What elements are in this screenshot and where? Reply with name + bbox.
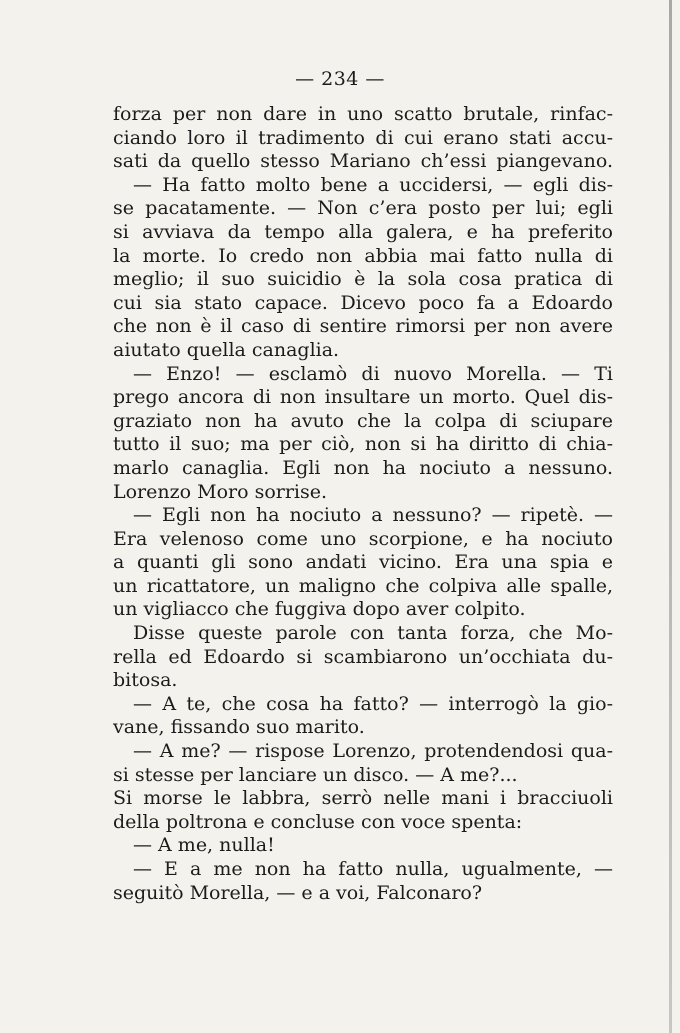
text-line: — A me, nulla! (133, 834, 275, 857)
text-line: ciando loro il tradimento di cui erano stati accu- (113, 126, 613, 149)
text-line: tutto il suo; ma per ciò, non si ha diritto di chia- (113, 433, 613, 456)
text-line: della poltrona e concluse con voce spenta: (113, 810, 523, 833)
text-line: se pacatamente. — Non c’era posto per lui; egli (113, 197, 613, 220)
text-line: sati da quello stesso Mariano ch’essi piangevano. (113, 150, 613, 173)
text-line: meglio; il suo suicidio è la sola cosa pratica di (113, 268, 613, 291)
text-line: un ricattatore, un maligno che colpiva alle spalle, (113, 574, 613, 597)
text-line: — A te, che cosa ha fatto? — interrogò la gio- (133, 692, 613, 715)
text-line: forza per non dare in uno scatto brutale, rinfac- (113, 103, 613, 125)
text-line: prego ancora di non insultare un morto. Quel dis- (113, 386, 613, 409)
text-line: Si morse le labbra, serrò nelle mani i bracciuoli (113, 787, 613, 810)
page-edge (669, 0, 672, 1033)
text-line: — E a me non ha fatto nulla, ugualmente, — (133, 858, 613, 880)
text-line: cui sia stato capace. Dicevo poco fa a Edoardo (113, 291, 613, 314)
text-line: vane, fissando suo marito. (113, 716, 365, 739)
text-line: seguitò Morella, — e a voi, Falconaro? (113, 881, 483, 904)
text-line: si stesse per lanciare un disco. — A me?... (113, 763, 518, 786)
text-line: bitosa. (113, 669, 178, 692)
text-line: un vigliacco che fuggiva dopo aver colpito. (113, 598, 526, 621)
text-line: — Enzo! — esclamò di nuovo Morella. — Ti (133, 362, 613, 385)
text-line: rella ed Edoardo si scambiarono un’occhiata du- (113, 645, 613, 668)
text-line: Era velenoso come uno scorpione, e ha nociuto (113, 527, 613, 550)
text-line: Lorenzo Moro sorrise. (113, 480, 328, 503)
text-line: a quanti gli sono andati vicino. Era una spia e (113, 551, 613, 574)
text-line: che non è il caso di sentire rimorsi per non avere (113, 315, 613, 338)
page-number: — 234 — (295, 68, 385, 90)
body-text (113, 103, 613, 905)
text-line: Disse queste parole con tanta forza, che Mo- (133, 622, 613, 645)
text-line: — Ha fatto molto bene a uccidersi, — egli dis- (133, 173, 613, 196)
text-line: aiutato quella canaglia. (113, 338, 340, 361)
text-line: marlo canaglia. Egli non ha nociuto a nessuno. (113, 456, 613, 479)
text-line: — Egli non ha nociuto a nessuno? — ripetè. — (133, 504, 613, 527)
text-line: graziato non ha avuto che la colpa di sciupare (113, 409, 613, 432)
text-line: si avviava da tempo alla galera, e ha preferito (113, 220, 613, 243)
text-line: la morte. Io credo non abbia mai fatto nulla di (113, 244, 613, 267)
text-line: — A me? — rispose Lorenzo, protendendosi qua- (133, 740, 613, 763)
